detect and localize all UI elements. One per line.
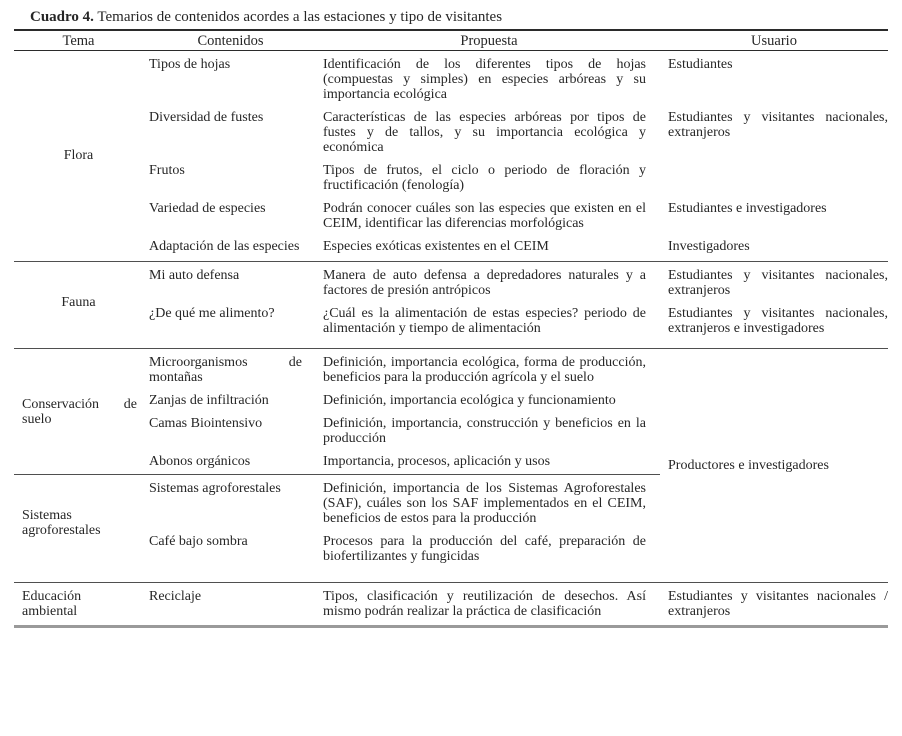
table-row: [143, 239, 888, 254]
contenidos-cell: Reciclaje: [149, 589, 202, 604]
usuario-cell-shared: [660, 349, 888, 582]
contenidos-cell: Adaptación de las especies: [149, 239, 300, 254]
table-row: [143, 201, 888, 231]
contenidos-cell: Café bajo sombra: [149, 534, 248, 549]
propuesta-cell: Especies exóticas existentes en el CEIM: [323, 239, 549, 254]
section-flora: [14, 51, 888, 261]
table-caption-text: Temarios de contenidos acordes a las estaciones y tipo de visitantes: [93, 9, 503, 25]
section-group: [14, 349, 888, 582]
section-fauna: [14, 262, 888, 348]
table-row: [143, 57, 888, 102]
usuario-cell: [660, 163, 888, 193]
table: [14, 31, 888, 628]
usuario-cell: Estudiantes y visitantes nacionales, extranjeros: [668, 110, 888, 140]
section-educacion-ambiental: [14, 583, 888, 625]
usuario-cell: Investigadores: [668, 239, 750, 254]
contenidos-cell: Variedad de especies: [149, 201, 266, 216]
table-row: [143, 306, 888, 336]
table-caption-label: Cuadro 4.: [30, 9, 94, 25]
propuesta-cell: Tipos de frutos, el ciclo o periodo de floración y fructificación (fenología): [323, 163, 646, 193]
tema-cell: [14, 589, 143, 619]
contenidos-cell: Camas Biointensivo: [149, 416, 263, 431]
section-rows: [143, 268, 888, 336]
tema-label: Fauna: [61, 294, 96, 310]
usuario-cell: Estudiantes y visitantes nacionales, extranjeros: [668, 268, 888, 298]
contenidos-cell: Mi auto defensa: [149, 268, 240, 283]
tema-cell: [14, 268, 143, 336]
section-rows: [143, 589, 888, 619]
table-row: [143, 481, 660, 526]
table-row: [143, 163, 888, 193]
table-row: [143, 393, 660, 408]
table-row: [143, 589, 888, 619]
table-row: [143, 110, 888, 155]
section-rows: [143, 481, 660, 564]
table-row: [143, 534, 660, 564]
usuario-cell: Estudiantes: [668, 57, 733, 72]
section-conservacion-de-suelo: [14, 349, 660, 474]
usuario-cell: Estudiantes y visitantes nacionales, extranjeros e investigadores: [668, 306, 888, 336]
contenidos-cell: Microorganismos de montañas: [149, 355, 302, 385]
section-rows: [143, 57, 888, 254]
propuesta-cell: Definición, importancia, construcción y beneficios en la producción: [323, 416, 646, 446]
tema-label: Sistemas agroforestales: [22, 507, 101, 538]
propuesta-cell: Definición, importancia ecológica y funcionamiento: [323, 393, 616, 408]
contenidos-cell: Tipos de hojas: [149, 57, 231, 72]
table-row: [143, 268, 888, 298]
propuesta-cell: ¿Cuál es la alimentación de estas especies? periodo de alimentación y tiempo de alimentación: [323, 306, 646, 336]
usuario-cell: Estudiantes e investigadores: [668, 201, 827, 216]
table-caption: [14, 0, 888, 31]
tema-cell: [14, 57, 143, 254]
propuesta-cell: Podrán conocer cuáles son las especies que existen en el CEIM, identificar las diferencias morfológicas: [323, 201, 646, 231]
propuesta-cell: Importancia, procesos, aplicación y usos: [323, 454, 551, 469]
propuesta-cell: Características de las especies arbóreas por tipos de fustes y de tallos, y su importancia ecológica y económica: [323, 110, 646, 155]
column-header-tema: Tema: [62, 33, 95, 49]
propuesta-cell: Identificación de los diferentes tipos de hojas (compuestas y simples) en especies arbóreas y su importancia ecológica: [323, 57, 646, 102]
column-header-propuesta: Propuesta: [460, 33, 518, 49]
contenidos-cell: Zanjas de infiltración: [149, 393, 269, 408]
propuesta-cell: Definición, importancia ecológica, forma de producción, beneficios para la producción agrícola y el suelo: [323, 355, 646, 385]
propuesta-cell: Manera de auto defensa a depredadores naturales y a factores de presión antrópicos: [323, 268, 646, 298]
table-row: [143, 355, 660, 385]
section-rows: [143, 355, 660, 469]
contenidos-cell: Abonos orgánicos: [149, 454, 251, 469]
tema-label: Flora: [63, 148, 94, 163]
table-header-row: [14, 31, 888, 51]
contenidos-cell: Sistemas agroforestales: [149, 481, 281, 496]
contenidos-cell: ¿De qué me alimento?: [149, 306, 275, 321]
contenidos-cell: Frutos: [149, 163, 185, 178]
propuesta-cell: Definición, importancia de los Sistemas Agroforestales (SAF), cuáles son los SAF implementados en el CEIM, beneficios de estos para la producción: [323, 481, 646, 526]
tema-label: Conservación de suelo: [22, 397, 137, 427]
column-header-usuario: Usuario: [751, 33, 797, 49]
section-sistemas-agroforestales: [14, 475, 660, 582]
propuesta-cell: Tipos, clasificación y reutilización de desechos. Así mismo podrán realizar la práctica de clasificación: [323, 589, 646, 619]
column-header-contenidos: Contenidos: [197, 33, 264, 49]
table-row: [143, 416, 660, 446]
tema-cell: [14, 481, 143, 564]
usuario-cell: Estudiantes y visitantes nacionales / extranjeros: [668, 589, 888, 619]
propuesta-cell: Procesos para la producción del café, preparación de biofertilizantes y fungicidas: [323, 534, 646, 564]
contenidos-cell: Diversidad de fustes: [149, 110, 264, 125]
table-bottom-border: [14, 625, 888, 628]
tema-label: Educación ambiental: [22, 589, 82, 619]
table-row: [143, 454, 660, 469]
tema-cell: [14, 355, 143, 469]
usuario-label: Productores e investigadores: [668, 458, 829, 473]
section-group-left: [14, 349, 660, 582]
